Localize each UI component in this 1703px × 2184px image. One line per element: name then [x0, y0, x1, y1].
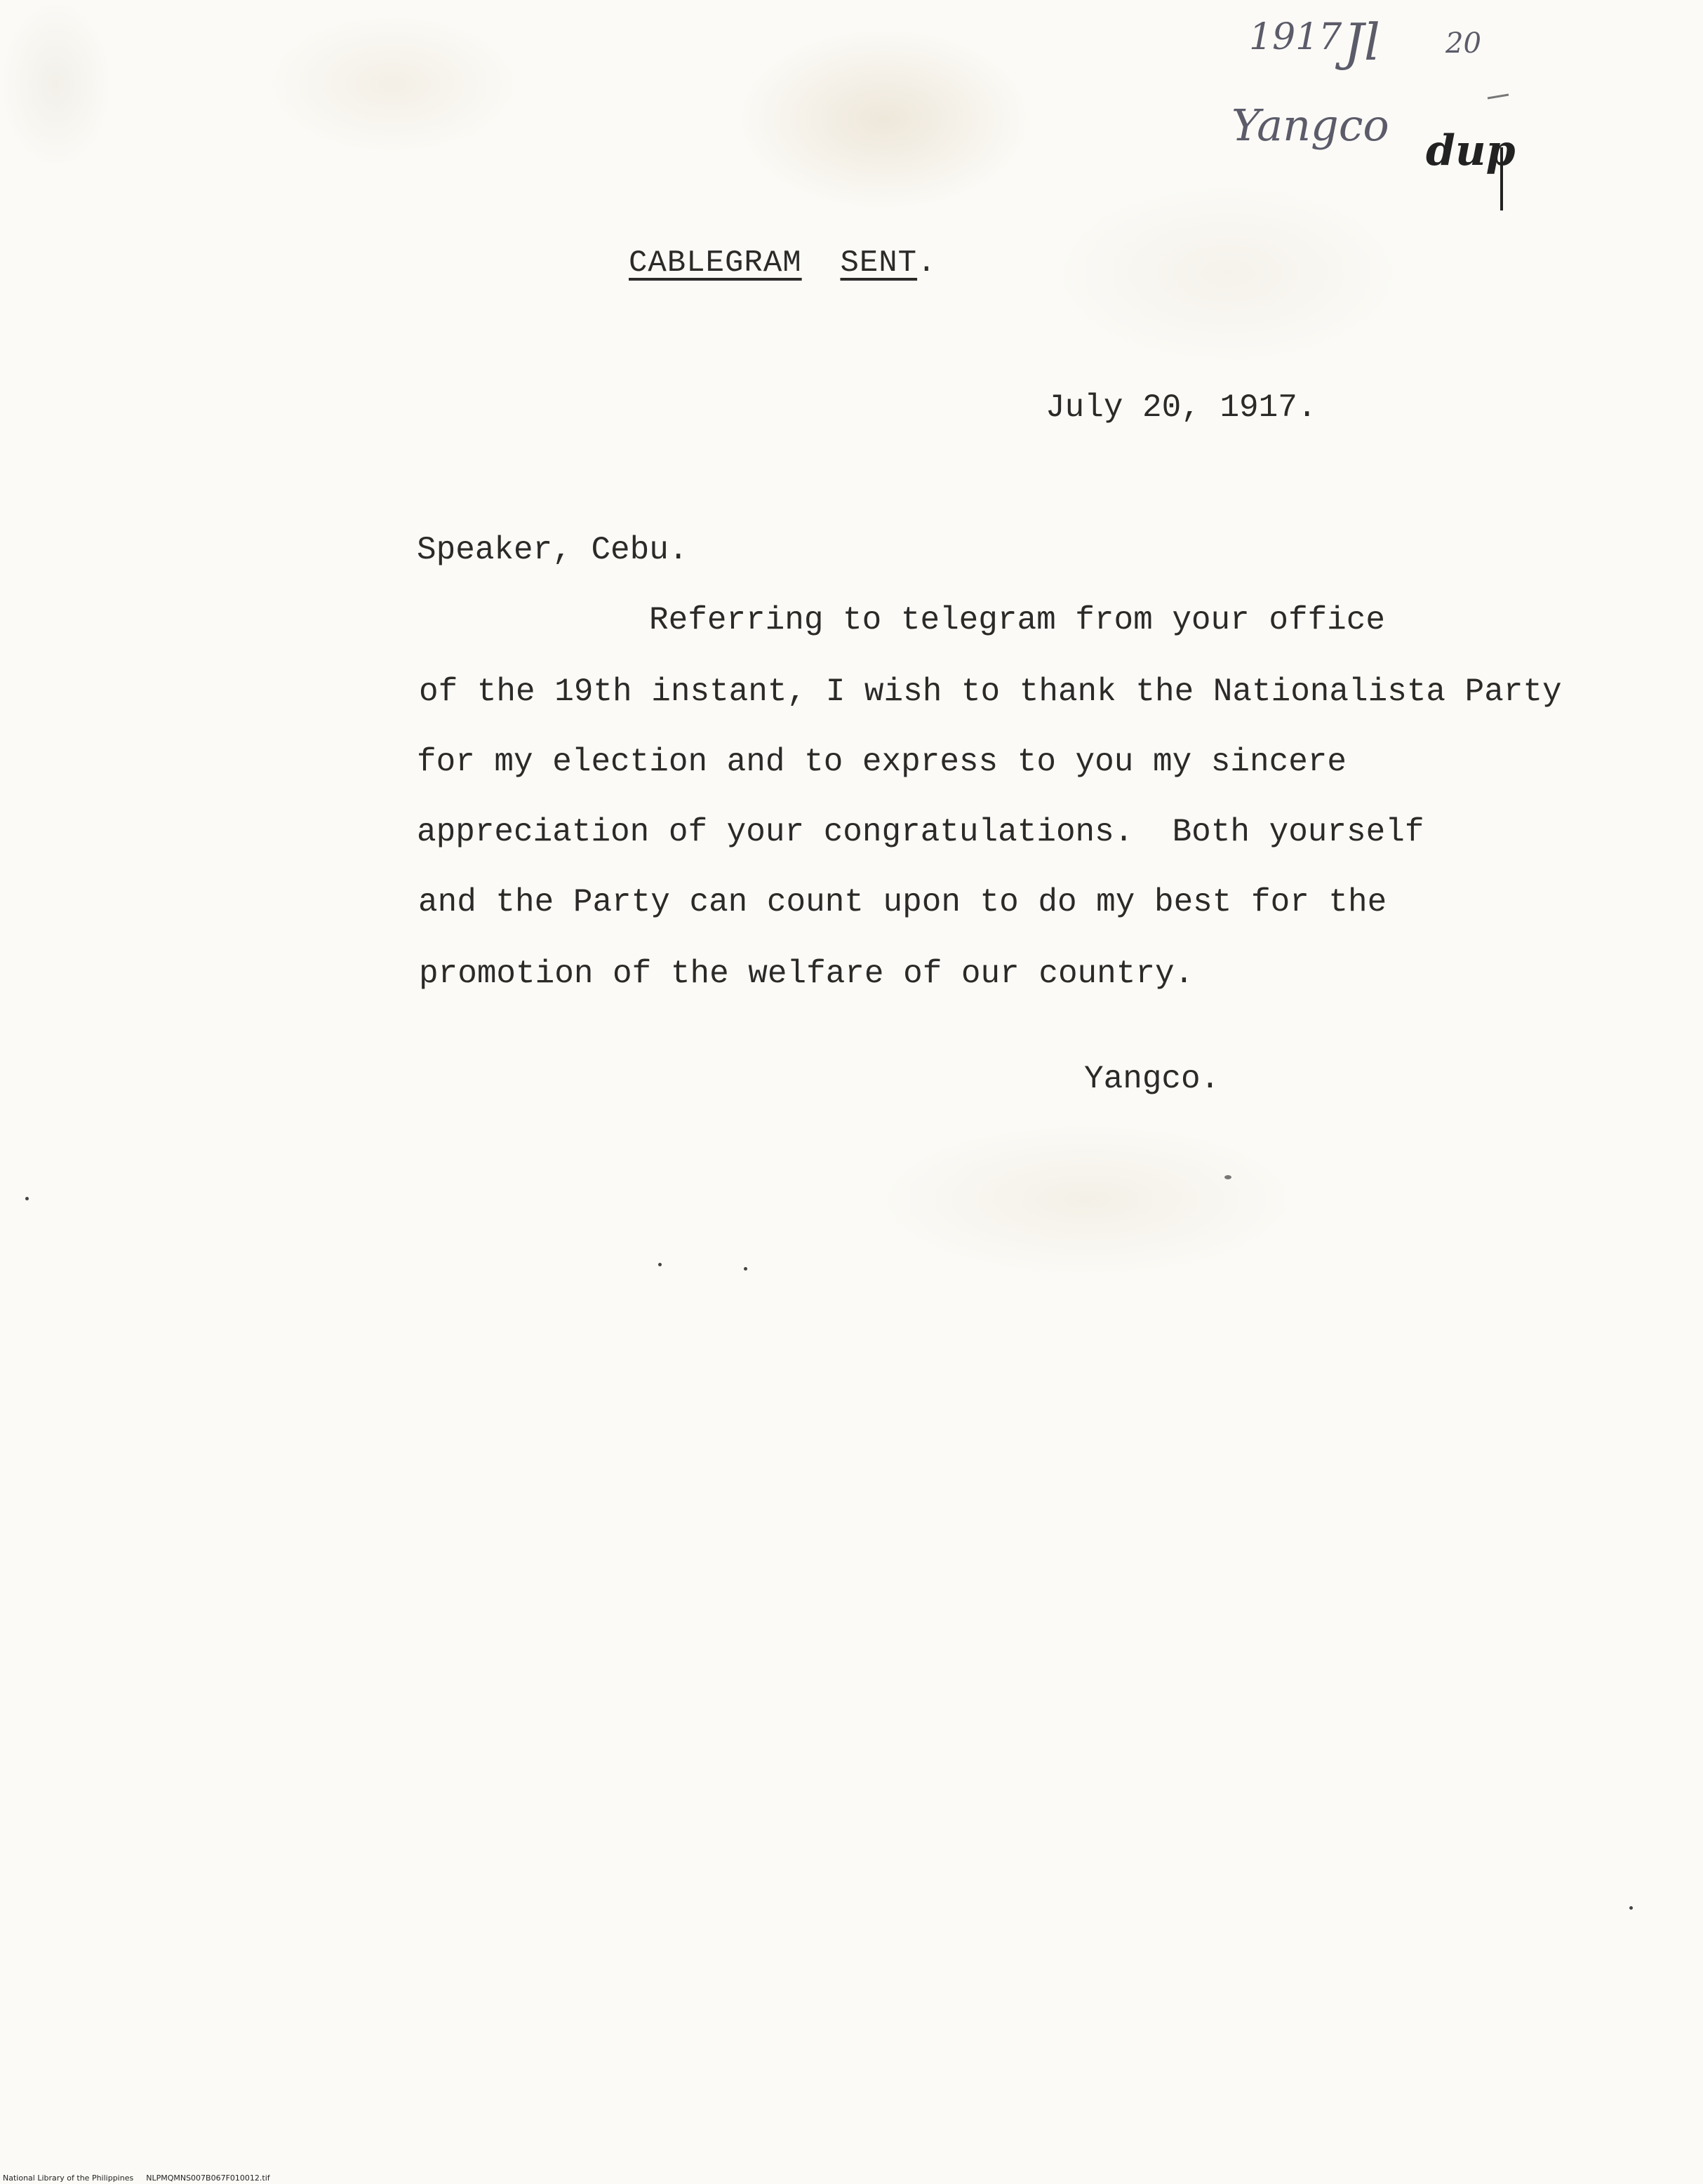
paper-stain: [267, 14, 519, 154]
footer-filename: NLPMQMNS007B067F010012.tif: [146, 2173, 270, 2183]
body-line: promotion of the welfare of our country.: [419, 956, 1194, 992]
paper-speck: [744, 1267, 747, 1271]
letter-date: July 20, 1917.: [1046, 389, 1317, 426]
paper-stain: [877, 1123, 1298, 1277]
paper-speck: [1629, 1906, 1633, 1910]
signature: Yangco.: [1084, 1061, 1220, 1097]
title-word-cablegram: CABLEGRAM: [629, 246, 802, 281]
paper-speck: [1224, 1175, 1231, 1179]
title-period: .: [917, 246, 937, 281]
hw-month: Jl: [1344, 13, 1380, 72]
footer-source: National Library of the Philippines: [3, 2173, 134, 2183]
hw-dup-mark: dup: [1426, 126, 1516, 175]
recipient-line: Speaker, Cebu.: [417, 532, 688, 568]
hw-stroke: [1488, 95, 1509, 98]
paper-speck: [658, 1263, 662, 1266]
paper-speck: [25, 1197, 29, 1200]
hw-name: Yangco: [1231, 100, 1389, 151]
paper-stain: [0, 0, 112, 168]
body-line: Referring to telegram from your office: [649, 602, 1385, 638]
hw-day: 20: [1445, 27, 1481, 60]
body-line: appreciation of your congratulations. Both yourself: [417, 814, 1424, 850]
body-line: of the 19th instant, I wish to thank the Nationalista Party: [419, 674, 1562, 710]
document-title: [629, 246, 936, 281]
paper-stain: [737, 28, 1031, 210]
body-line: for my election and to express to you my sincere: [417, 744, 1347, 780]
title-word-sent: SENT: [840, 246, 918, 281]
body-line: and the Party can count upon to do my best for the: [418, 884, 1387, 920]
archive-footer: [3, 2173, 270, 2183]
hw-year: 1917: [1249, 16, 1342, 58]
handwritten-annotation: [1221, 7, 1572, 217]
